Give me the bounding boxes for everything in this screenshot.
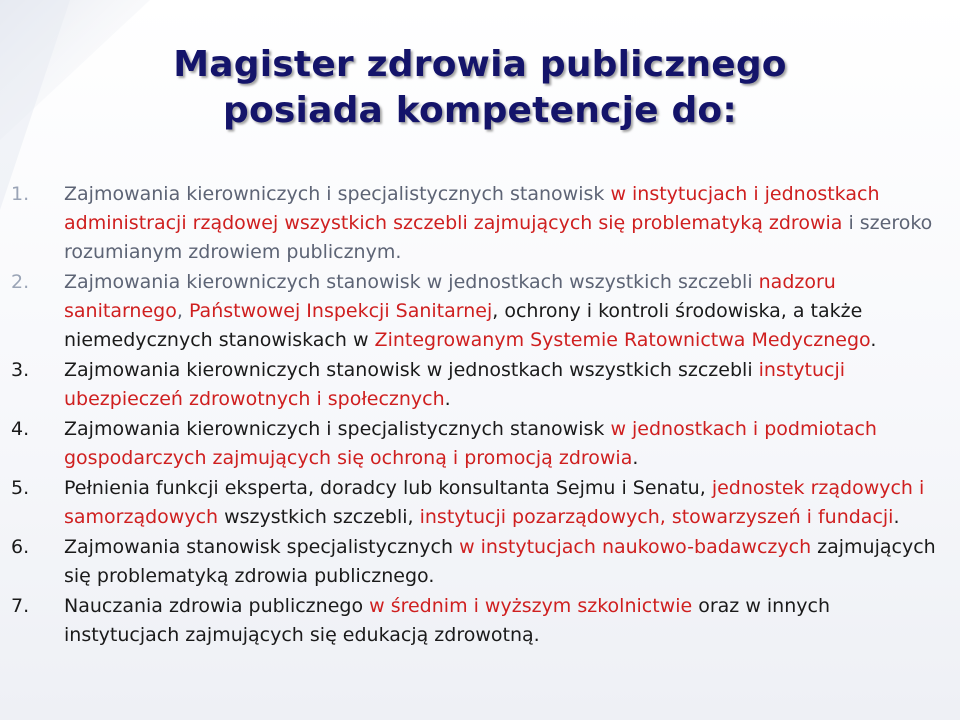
body-text: , ochrony i kontroli środowiska, a także niemedycznych stanowiskach w (64, 300, 863, 351)
list-item-number: 3. (11, 359, 30, 381)
body-text: Zajmowania kierowniczych i specjalistycznych stanowisk (64, 183, 611, 205)
title-line-1: Magister zdrowia publicznego (173, 44, 787, 85)
highlighted-text: w instytucjach naukowo-badawczych (459, 536, 812, 558)
list-item (0, 268, 960, 355)
highlighted-text: w jednostkach i podmiotach gospodarczych zajmujących się ochroną i promocją zdrowia (64, 418, 877, 469)
body-text: . (444, 388, 451, 410)
list-item-number: 7. (11, 595, 30, 617)
body-text: Zajmowania kierowniczych stanowisk w jednostkach wszystkich szczebli (64, 359, 759, 381)
list-item (0, 180, 960, 267)
list-item (0, 474, 960, 532)
body-text: . (632, 447, 639, 469)
list-item-number: 5. (11, 477, 30, 499)
body-text: Zajmowania kierowniczych i specjalistycznych stanowisk (64, 418, 611, 440)
body-text: oraz w innych instytucjach zajmujących się edukacją zdrowotną. (64, 595, 830, 646)
body-text: . (893, 506, 900, 528)
body-text: Pełnienia funkcji eksperta, doradcy lub konsultanta Sejmu i Senatu, (64, 477, 712, 499)
highlighted-text: instytucji pozarządowych, stowarzyszeń i fundacji (419, 506, 894, 528)
highlighted-text: w średnim i wyższym szkolnictwie (369, 595, 693, 617)
list-item-number: 2. (11, 271, 30, 293)
body-text: zajmujących się problematyką zdrowia publicznego. (64, 536, 936, 587)
list-item-number: 1. (11, 183, 30, 205)
body-text: Zajmowania kierowniczych stanowisk w jednostkach wszystkich szczebli (64, 271, 759, 293)
body-text: i szeroko rozumianym zdrowiem publicznym. (64, 212, 933, 263)
title-line-2: posiada kompetencje do: (223, 90, 737, 131)
list-item-number: 4. (11, 418, 30, 440)
highlighted-text: Zintegrowanym Systemie Ratownictwa Medycznego (374, 329, 871, 351)
list-item (0, 356, 960, 414)
highlighted-text: jednostek rządowych i samorządowych (64, 477, 925, 528)
list-item (0, 592, 960, 650)
body-text: Zajmowania stanowisk specjalistycznych (64, 536, 460, 558)
highlighted-text: instytucji ubezpieczeń zdrowotnych i społecznych (64, 359, 846, 410)
highlighted-text: Państwowej Inspekcji Sanitarnej (188, 300, 493, 322)
highlighted-text: nadzoru sanitarnego (64, 271, 836, 322)
body-text: wszystkich szczebli, (218, 506, 420, 528)
list-item (0, 533, 960, 591)
competency-list (0, 180, 960, 651)
body-text: , (176, 300, 189, 322)
body-text: . (870, 329, 877, 351)
highlighted-text: w instytucjach i jednostkach administracji rządowej wszystkich szczebli zajmujących się problematyką zdrowia (64, 183, 880, 234)
body-text: Nauczania zdrowia publicznego (64, 595, 370, 617)
list-item (0, 415, 960, 473)
list-item-number: 6. (11, 536, 30, 558)
slide-title (100, 42, 860, 134)
